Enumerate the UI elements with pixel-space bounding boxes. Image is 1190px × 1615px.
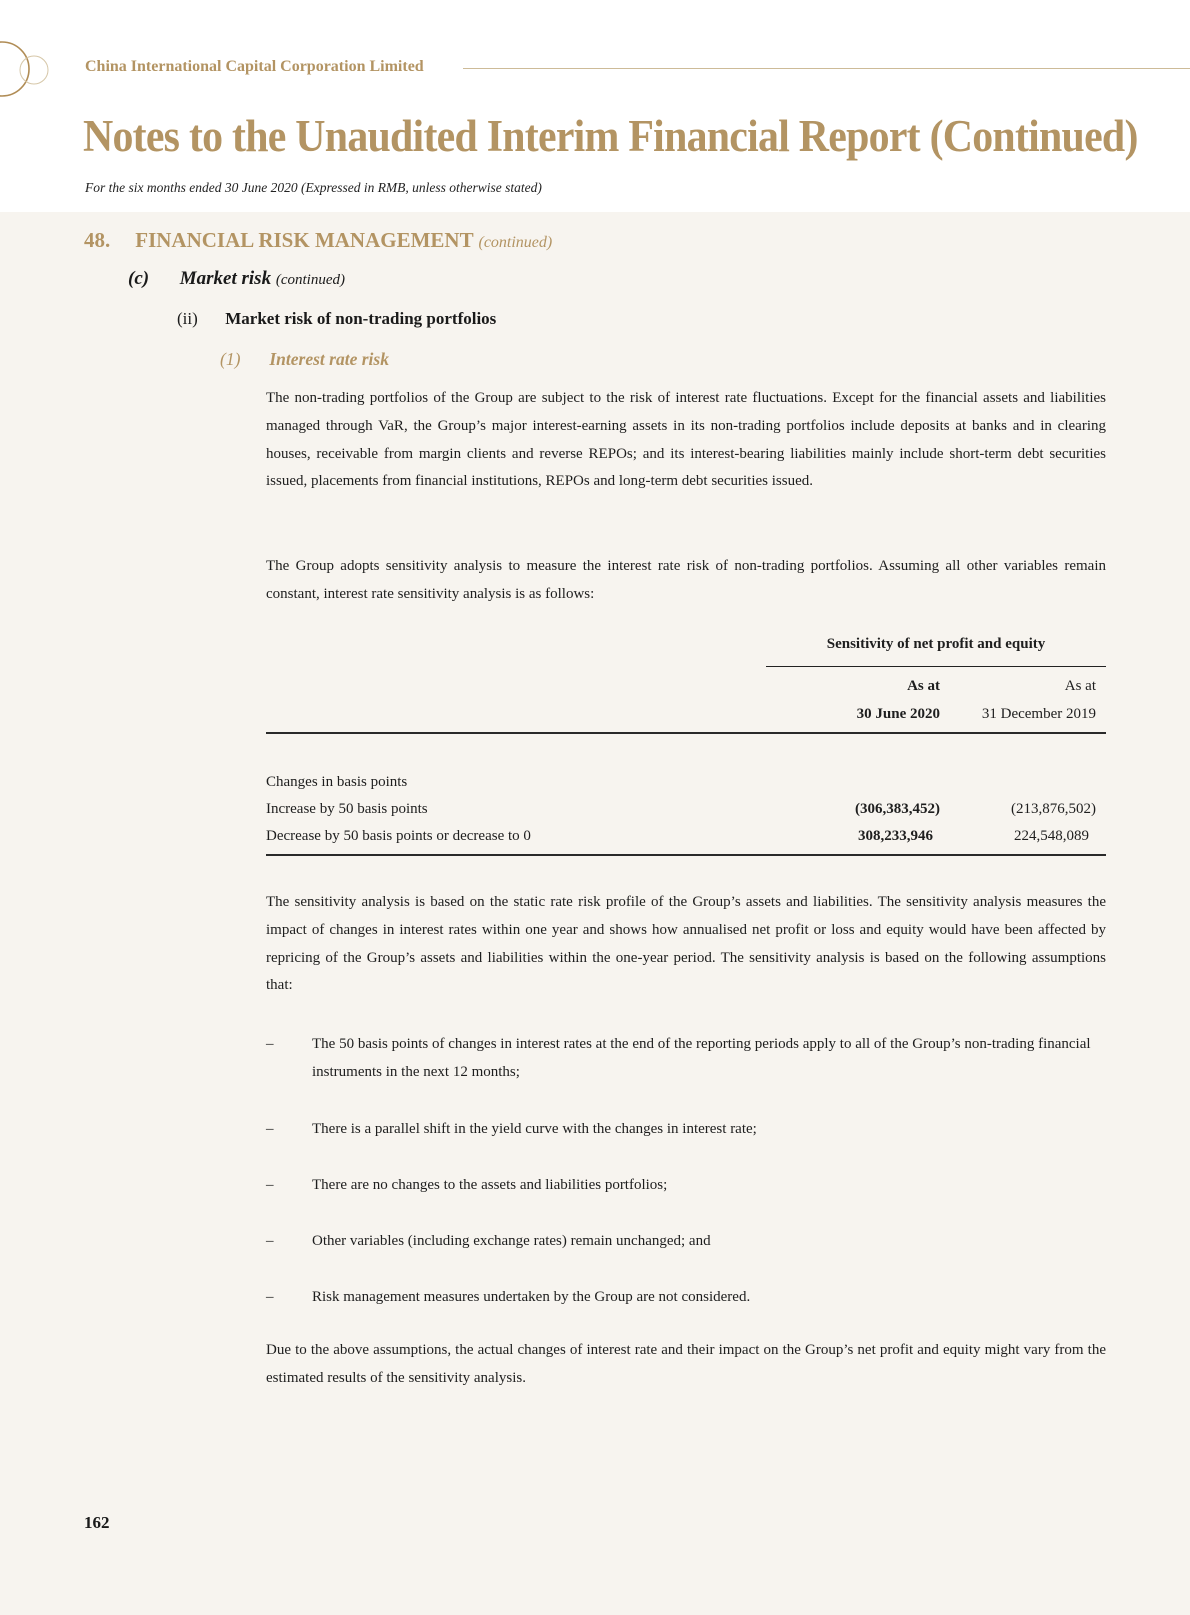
section-number: 48. — [84, 228, 111, 252]
page-number: 162 — [84, 1513, 110, 1532]
logo-rings-icon — [0, 38, 60, 100]
value-2020: (306,383,452) — [855, 801, 940, 817]
row-label: Decrease by 50 basis points or decrease to 0 — [266, 828, 531, 844]
column-header-2019 — [940, 672, 1096, 728]
section-continued: (continued) — [478, 234, 553, 251]
dash-bullet-icon: – — [266, 1177, 274, 1193]
subsection-ii-label: (ii) — [177, 309, 198, 328]
assumption-text: There is a parallel shift in the yield curve with the changes in interest rate; — [312, 1121, 757, 1137]
subsection-1-label: (1) — [220, 349, 241, 369]
table-header-rule — [266, 732, 1106, 734]
row-label: Increase by 50 basis points — [266, 801, 428, 817]
assumption-text: There are no changes to the assets and liabilities portfolios; — [312, 1177, 668, 1193]
column-header-2019-line1: As at — [1064, 678, 1096, 694]
table-row — [266, 823, 1106, 849]
assumption-text: The 50 basis points of changes in interest rates at the end of the reporting periods apply to all of the Group’s non-trading financial instruments in the next 12 months; — [312, 1036, 1091, 1080]
table-group-rule — [766, 666, 1106, 667]
paragraph-conclusion: Due to the above assumptions, the actual changes of interest rate and their impact on the Group’s net profit and equity might vary from the estimated results of the sensitivity analysis. — [266, 1342, 1106, 1386]
subsection-1-title: Interest rate risk — [269, 349, 389, 369]
subsection-heading-c — [128, 268, 345, 290]
assumption-text: Risk management measures undertaken by the Group are not considered. — [312, 1289, 751, 1305]
section-heading-48 — [84, 228, 552, 253]
header-rule — [463, 68, 1190, 69]
section-title: FINANCIAL RISK MANAGEMENT — [135, 228, 474, 252]
table-row — [266, 796, 1106, 822]
paragraph-intro: The non-trading portfolios of the Group are subject to the risk of interest rate fluctuations. Except for the financial assets and liabilities managed through VaR, the Group’s major interest-earning assets in its non-trading portfolios include deposits at banks and in clearing houses, receivable from margin clients and reverse REPOs; and its interest-bearing liabilities mainly include short-term debt securities issued, placements from financial institutions, REPOs and long-term debt securities issued. — [266, 390, 1106, 490]
column-header-2019-line2: 31 December 2019 — [981, 706, 1096, 722]
subsection-heading-1 — [220, 349, 389, 370]
page-title: Notes to the Unaudited Interim Financial Report (Continued) — [83, 111, 1138, 161]
column-header-2020-line2: 30 June 2020 — [856, 706, 940, 722]
subsection-c-label: (c) — [128, 268, 150, 289]
assumption-text: Other variables (including exchange rates) remain unchanged; and — [312, 1233, 711, 1249]
subsection-heading-ii — [177, 309, 496, 329]
company-name: China International Capital Corporation Limited — [85, 58, 424, 75]
subsection-c-continued: (continued) — [275, 272, 345, 288]
dash-bullet-icon: – — [266, 1233, 274, 1249]
row-label: Changes in basis points — [266, 774, 408, 790]
column-header-2020-line1: As at — [907, 678, 940, 694]
dash-bullet-icon: – — [266, 1289, 274, 1305]
column-header-2020 — [766, 672, 940, 728]
subsection-c-title: Market risk — [179, 268, 272, 289]
value-2020: 308,233,946 — [858, 828, 933, 844]
table-group-header: Sensitivity of net profit and equity — [826, 636, 1046, 652]
subsection-ii-title: Market risk of non-trading portfolios — [225, 309, 497, 328]
dash-bullet-icon: – — [266, 1036, 274, 1052]
page-subtitle: For the six months ended 30 June 2020 (Expressed in RMB, unless otherwise stated) — [85, 180, 542, 195]
paragraph-sensitivity-method: The Group adopts sensitivity analysis to measure the interest rate risk of non-trading portfolios. Assuming all other variables remain constant, interest rate sensitivity analysis is as follows: — [266, 558, 1106, 602]
value-2019: (213,876,502) — [1011, 801, 1096, 817]
paragraph-assumptions-intro: The sensitivity analysis is based on the static rate risk profile of the Group’s assets and liabilities. The sensitivity analysis measures the impact of changes in interest rates within one year and shows how annualised net profit or loss and equity would have been affected by repricing of the Group’s assets and liabilities within the one-year period. The sensitivity analysis is based on the following assumptions that: — [266, 894, 1106, 994]
table-row — [266, 769, 1106, 795]
table-footer-rule — [266, 854, 1106, 856]
value-2019: 224,548,089 — [1014, 828, 1089, 844]
dash-bullet-icon: – — [266, 1121, 274, 1137]
